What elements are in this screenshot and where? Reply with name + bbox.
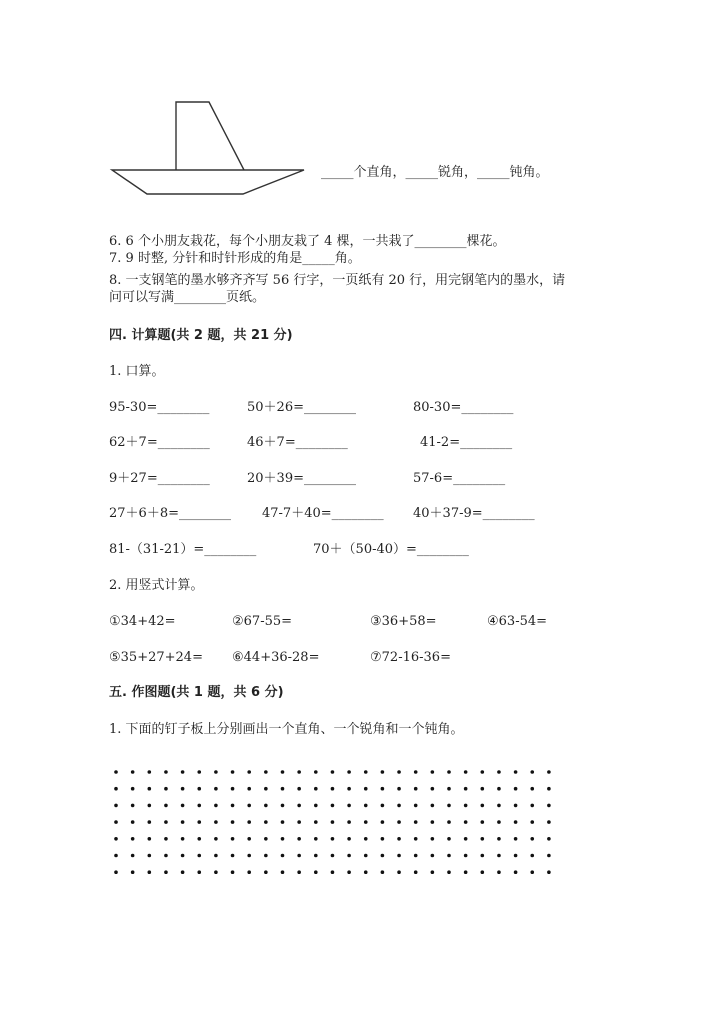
nail-dot[interactable] — [247, 870, 251, 874]
nail-dot[interactable] — [231, 770, 235, 774]
nail-dot[interactable] — [431, 787, 435, 791]
nail-dot[interactable] — [281, 870, 285, 874]
nail-dot[interactable] — [314, 770, 318, 774]
nail-dot[interactable] — [197, 837, 201, 841]
nail-dot[interactable] — [481, 770, 485, 774]
nail-dot[interactable] — [331, 870, 335, 874]
nail-dot[interactable] — [114, 787, 118, 791]
nail-dot[interactable] — [431, 820, 435, 824]
nail-dot[interactable] — [197, 820, 201, 824]
vertical-title: 2. 用竖式计算。 — [109, 578, 204, 593]
nail-dot[interactable] — [114, 870, 118, 874]
nail-dot[interactable] — [447, 854, 451, 858]
nail-dot[interactable] — [431, 870, 435, 874]
nail-dot[interactable] — [547, 837, 551, 841]
nail-dot[interactable] — [397, 837, 401, 841]
nail-dot[interactable] — [197, 787, 201, 791]
oral-problem: 57-6=________ — [413, 471, 506, 486]
oral-problem: 46＋7=________ — [247, 435, 348, 450]
nail-dot[interactable] — [397, 854, 401, 858]
nail-dot[interactable] — [547, 854, 551, 858]
nail-dot[interactable] — [181, 820, 185, 824]
section4-heading: 四. 计算题(共 2 题，共 21 分) — [109, 328, 293, 343]
nail-dot[interactable] — [347, 820, 351, 824]
nail-dot[interactable] — [364, 854, 368, 858]
nail-dot[interactable] — [164, 787, 168, 791]
nail-dot[interactable] — [547, 804, 551, 808]
nail-dot[interactable] — [514, 854, 518, 858]
nail-dot[interactable] — [131, 787, 135, 791]
nail-dot[interactable] — [297, 787, 301, 791]
nail-dot[interactable] — [148, 820, 152, 824]
nail-dot[interactable] — [364, 770, 368, 774]
nail-dot[interactable] — [264, 820, 268, 824]
vertical-problem: ①34+42= — [109, 614, 176, 629]
nail-dot[interactable] — [497, 820, 501, 824]
nail-dot[interactable] — [547, 770, 551, 774]
nail-dot[interactable] — [131, 854, 135, 858]
nail-dot[interactable] — [181, 837, 185, 841]
nail-dot[interactable] — [297, 870, 301, 874]
nail-dot[interactable] — [314, 837, 318, 841]
nail-dot[interactable] — [231, 820, 235, 824]
vertical-problem: ②67-55= — [232, 614, 293, 629]
nail-dot[interactable] — [281, 787, 285, 791]
vertical-problem: ③36+58= — [370, 614, 437, 629]
question-6: 6. 6 个小朋友栽花，每个小朋友栽了 4 棵，一共栽了________棵花。 — [109, 234, 506, 249]
section5-heading: 五. 作图题(共 1 题，共 6 分) — [109, 685, 284, 700]
nail-dot[interactable] — [264, 870, 268, 874]
nail-dot[interactable] — [164, 837, 168, 841]
nail-dot[interactable] — [148, 787, 152, 791]
nail-dot[interactable] — [481, 870, 485, 874]
nail-dot[interactable] — [530, 787, 534, 791]
nail-dot[interactable] — [464, 804, 468, 808]
boat-question: _____个直角，_____锐角，_____钝角。 — [321, 165, 549, 180]
nail-dot[interactable] — [447, 770, 451, 774]
nail-dot[interactable] — [481, 804, 485, 808]
nail-dot[interactable] — [164, 870, 168, 874]
nail-dot[interactable] — [481, 820, 485, 824]
nail-dot[interactable] — [381, 820, 385, 824]
nail-dot[interactable] — [314, 804, 318, 808]
nail-dot[interactable] — [530, 820, 534, 824]
nail-dot[interactable] — [497, 770, 501, 774]
nail-dot[interactable] — [314, 820, 318, 824]
nail-dot[interactable] — [148, 870, 152, 874]
nail-dot[interactable] — [214, 837, 218, 841]
nail-dot[interactable] — [231, 870, 235, 874]
nail-dot[interactable] — [414, 787, 418, 791]
nail-dot[interactable] — [114, 854, 118, 858]
nail-dot[interactable] — [447, 804, 451, 808]
nail-dot[interactable] — [231, 854, 235, 858]
nail-dot[interactable] — [148, 837, 152, 841]
nail-dot[interactable] — [164, 804, 168, 808]
nail-dot[interactable] — [181, 770, 185, 774]
nail-dot[interactable] — [364, 804, 368, 808]
nail-dot[interactable] — [114, 770, 118, 774]
nail-dot[interactable] — [314, 854, 318, 858]
nail-dot[interactable] — [381, 870, 385, 874]
nail-dot[interactable] — [514, 870, 518, 874]
nail-dot[interactable] — [131, 820, 135, 824]
nail-dot[interactable] — [164, 854, 168, 858]
nail-dot[interactable] — [431, 837, 435, 841]
nail-dot[interactable] — [347, 870, 351, 874]
nail-dot[interactable] — [397, 804, 401, 808]
oral-problem: 40＋37-9=________ — [413, 506, 535, 521]
nail-dot[interactable] — [497, 854, 501, 858]
nail-dot[interactable] — [331, 770, 335, 774]
nail-dot[interactable] — [530, 804, 534, 808]
nail-dot[interactable] — [247, 854, 251, 858]
nail-dot[interactable] — [464, 770, 468, 774]
nail-dot[interactable] — [281, 837, 285, 841]
oral-problem: 62＋7=________ — [109, 435, 210, 450]
nail-dot[interactable] — [447, 787, 451, 791]
nail-dot[interactable] — [464, 870, 468, 874]
nail-dot[interactable] — [247, 804, 251, 808]
nail-dot[interactable] — [414, 804, 418, 808]
nail-dot[interactable] — [530, 770, 534, 774]
nail-dot[interactable] — [281, 804, 285, 808]
nail-dot[interactable] — [347, 787, 351, 791]
nail-dot[interactable] — [364, 870, 368, 874]
nail-dot[interactable] — [247, 820, 251, 824]
nail-dot[interactable] — [331, 837, 335, 841]
nail-dot[interactable] — [214, 854, 218, 858]
nail-dot[interactable] — [530, 837, 534, 841]
nail-dot[interactable] — [331, 854, 335, 858]
nail-dot[interactable] — [297, 837, 301, 841]
nail-dot[interactable] — [397, 870, 401, 874]
drawing-title: 1. 下面的钉子板上分别画出一个直角、一个锐角和一个钝角。 — [109, 722, 464, 737]
nail-dot[interactable] — [148, 804, 152, 808]
nail-dot[interactable] — [381, 770, 385, 774]
nail-dot[interactable] — [331, 787, 335, 791]
nail-dot[interactable] — [247, 837, 251, 841]
nail-dot[interactable] — [414, 837, 418, 841]
nail-dot[interactable] — [231, 837, 235, 841]
nail-dot[interactable] — [114, 820, 118, 824]
nail-dot[interactable] — [181, 787, 185, 791]
nail-dot[interactable] — [197, 870, 201, 874]
nail-dot[interactable] — [131, 870, 135, 874]
nail-dot[interactable] — [197, 804, 201, 808]
nail-dot[interactable] — [414, 870, 418, 874]
nail-dot[interactable] — [297, 770, 301, 774]
nail-dot[interactable] — [514, 820, 518, 824]
nail-dot[interactable] — [214, 870, 218, 874]
oral-problem: 47-7＋40=________ — [262, 506, 384, 521]
nail-dot[interactable] — [464, 854, 468, 858]
nail-dot[interactable] — [414, 770, 418, 774]
nail-dot[interactable] — [331, 820, 335, 824]
oral-problem: 50＋26=________ — [247, 400, 356, 415]
nail-dot[interactable] — [414, 854, 418, 858]
nail-dot[interactable] — [281, 854, 285, 858]
nail-dot[interactable] — [497, 837, 501, 841]
nail-dot[interactable] — [131, 770, 135, 774]
nail-dot[interactable] — [547, 787, 551, 791]
nail-dot[interactable] — [447, 837, 451, 841]
nail-dot[interactable] — [181, 870, 185, 874]
nail-dot[interactable] — [214, 820, 218, 824]
nail-dot[interactable] — [397, 787, 401, 791]
nail-dot[interactable] — [497, 870, 501, 874]
nail-dot[interactable] — [447, 820, 451, 824]
nail-dot[interactable] — [247, 770, 251, 774]
vertical-problem: ④63-54= — [487, 614, 548, 629]
nail-dot[interactable] — [464, 787, 468, 791]
nail-dot[interactable] — [114, 837, 118, 841]
nail-dot[interactable] — [331, 804, 335, 808]
nail-dot[interactable] — [381, 854, 385, 858]
nail-dot[interactable] — [481, 787, 485, 791]
nail-dot[interactable] — [264, 804, 268, 808]
nail-dot[interactable] — [464, 837, 468, 841]
nail-dot[interactable] — [231, 787, 235, 791]
nail-dot[interactable] — [464, 820, 468, 824]
oral-problem: 41-2=________ — [420, 435, 513, 450]
nail-dot[interactable] — [347, 804, 351, 808]
oral-problem: 9＋27=________ — [109, 471, 210, 486]
nail-dot[interactable] — [481, 854, 485, 858]
nail-dot[interactable] — [197, 770, 201, 774]
nail-dot[interactable] — [547, 820, 551, 824]
nail-dot[interactable] — [148, 770, 152, 774]
nail-dot[interactable] — [114, 804, 118, 808]
nail-dot[interactable] — [514, 770, 518, 774]
question-8: 8. 一支钢笔的墨水够齐齐写 56 行字，一页纸有 20 行，用完钢笔内的墨水，请 — [109, 273, 566, 288]
nail-dot[interactable] — [214, 787, 218, 791]
nail-dot[interactable] — [347, 854, 351, 858]
nail-dot[interactable] — [214, 770, 218, 774]
nail-dot[interactable] — [514, 804, 518, 808]
oral-problem: 20＋39=________ — [247, 471, 356, 486]
nail-dot[interactable] — [281, 820, 285, 824]
nail-dot[interactable] — [414, 820, 418, 824]
nail-dot[interactable] — [347, 770, 351, 774]
oral-problem: 70＋（50-40）=________ — [313, 542, 469, 557]
nail-dot[interactable] — [148, 854, 152, 858]
nail-dot[interactable] — [447, 870, 451, 874]
oral-title: 1. 口算。 — [109, 364, 165, 379]
nail-dot[interactable] — [264, 854, 268, 858]
oral-problem: 95-30=________ — [109, 400, 210, 415]
nail-dot[interactable] — [347, 837, 351, 841]
nail-dot[interactable] — [364, 820, 368, 824]
nail-dot[interactable] — [164, 770, 168, 774]
nail-dot[interactable] — [297, 804, 301, 808]
question-7: 7. 9 时整, 分针和时针形成的角是_____角。 — [109, 251, 361, 266]
nail-dot[interactable] — [381, 804, 385, 808]
nail-dot[interactable] — [264, 770, 268, 774]
nail-dot[interactable] — [214, 804, 218, 808]
nail-dot[interactable] — [514, 837, 518, 841]
oral-problem: 81-（31-21）=________ — [109, 542, 257, 557]
nail-dot[interactable] — [281, 770, 285, 774]
nail-dot[interactable] — [164, 820, 168, 824]
nail-dot[interactable] — [181, 854, 185, 858]
nail-dot[interactable] — [131, 837, 135, 841]
nail-dot[interactable] — [497, 804, 501, 808]
nail-dot[interactable] — [364, 787, 368, 791]
nail-dot[interactable] — [497, 787, 501, 791]
nail-dot[interactable] — [547, 870, 551, 874]
nail-dot[interactable] — [530, 870, 534, 874]
nail-dot[interactable] — [431, 854, 435, 858]
nail-dot[interactable] — [247, 787, 251, 791]
nail-dot[interactable] — [197, 854, 201, 858]
nail-dot[interactable] — [314, 787, 318, 791]
nail-dot[interactable] — [381, 787, 385, 791]
nail-dot[interactable] — [381, 837, 385, 841]
nail-dot[interactable] — [264, 837, 268, 841]
vertical-problem: ⑥44+36-28= — [232, 650, 320, 665]
nail-dot[interactable] — [364, 837, 368, 841]
nail-dot[interactable] — [481, 837, 485, 841]
nail-dot[interactable] — [431, 770, 435, 774]
question-8-cont: 问可以写满________页纸。 — [109, 290, 266, 305]
nail-dot[interactable] — [297, 854, 301, 858]
oral-problem: 80-30=________ — [413, 400, 514, 415]
vertical-problem: ⑤35+27+24= — [109, 650, 203, 665]
nail-dot[interactable] — [397, 770, 401, 774]
nail-dot[interactable] — [530, 854, 534, 858]
nail-dot[interactable] — [514, 787, 518, 791]
nail-dot[interactable] — [314, 870, 318, 874]
nail-dot[interactable] — [181, 804, 185, 808]
vertical-problem: ⑦72-16-36= — [370, 650, 451, 665]
nail-dot[interactable] — [397, 820, 401, 824]
nail-dot[interactable] — [431, 804, 435, 808]
nail-dot[interactable] — [131, 804, 135, 808]
oral-problem: 27＋6＋8=________ — [109, 506, 231, 521]
nail-dot[interactable] — [297, 820, 301, 824]
nail-dot[interactable] — [264, 787, 268, 791]
nail-dot[interactable] — [231, 804, 235, 808]
